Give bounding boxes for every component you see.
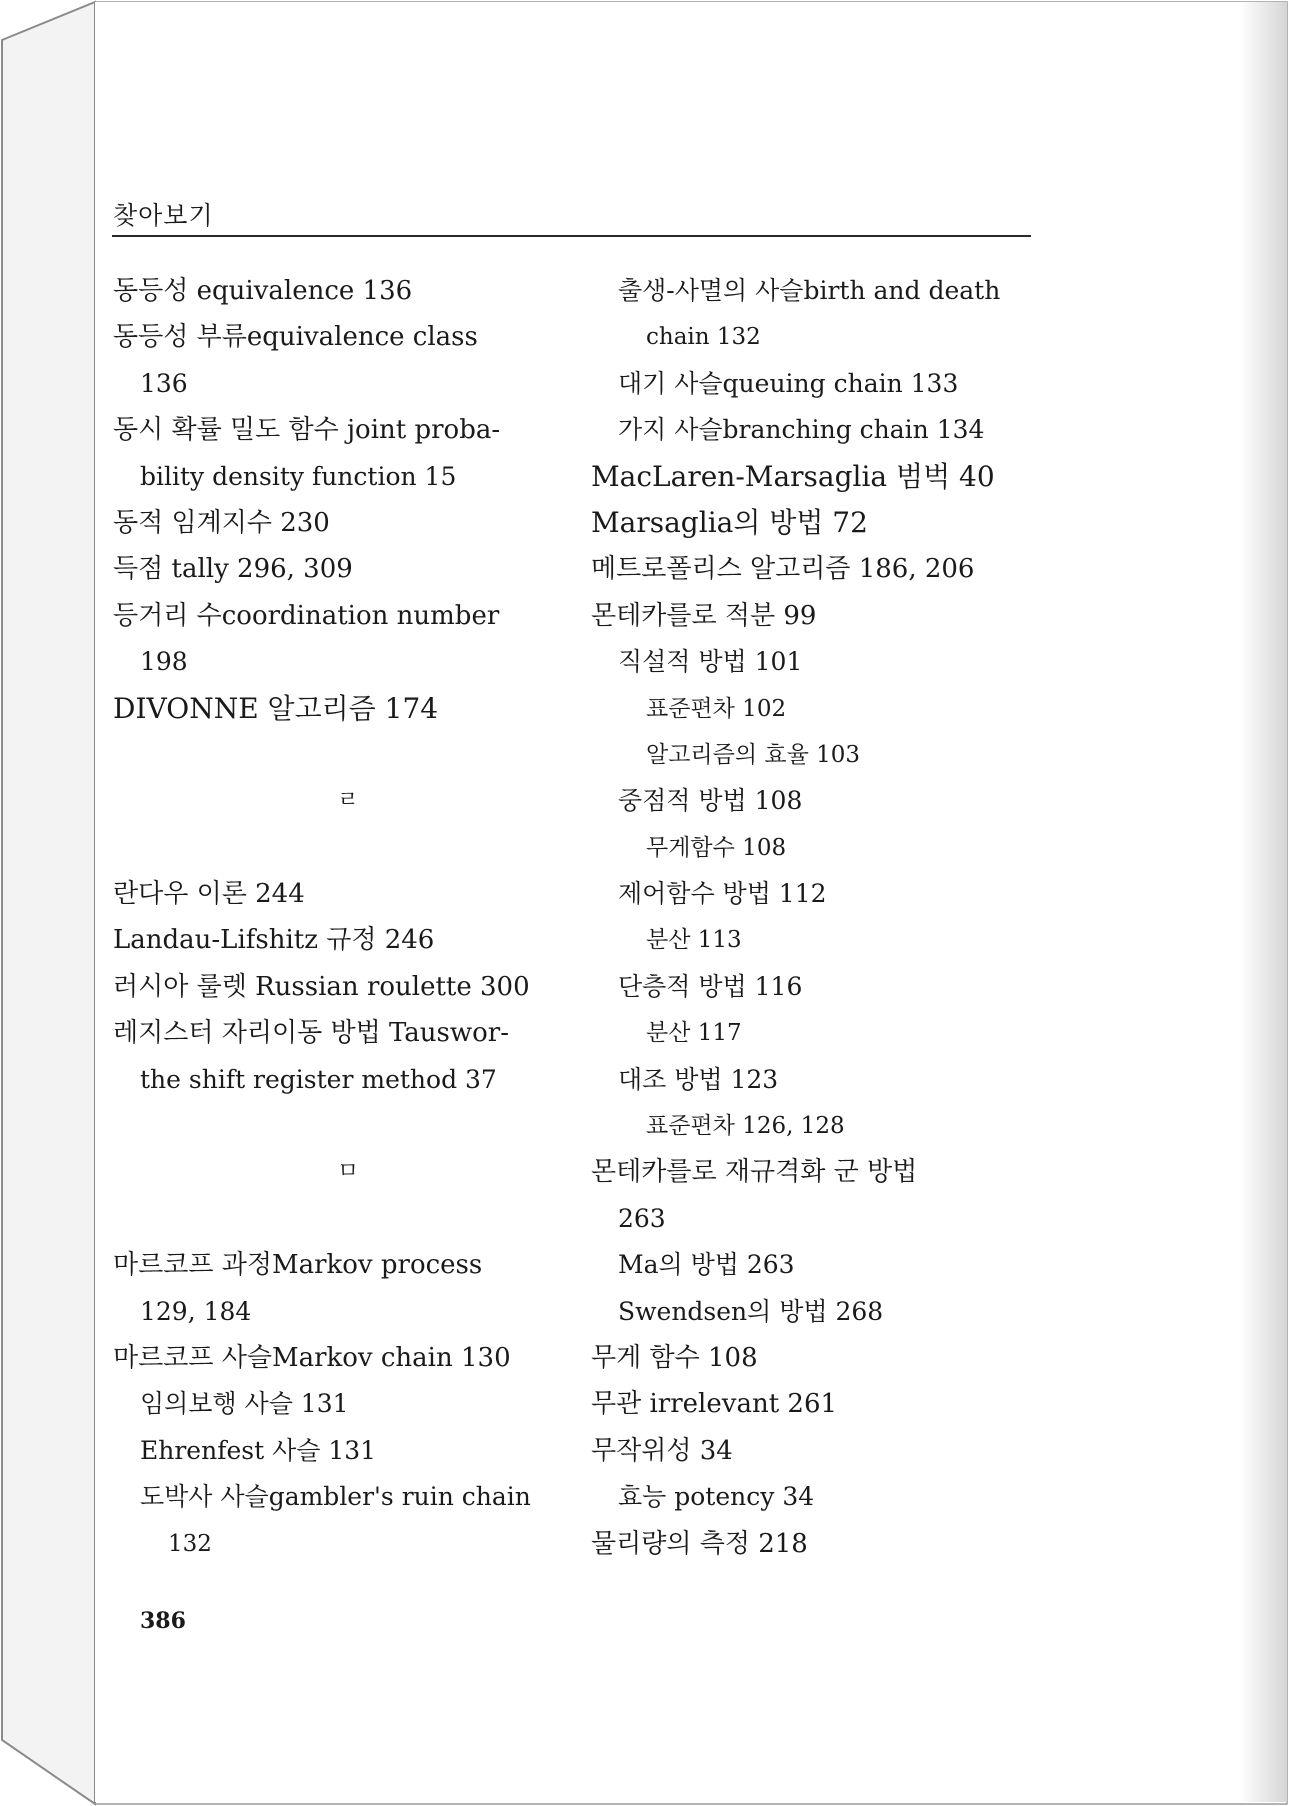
index-entry: 대조 방법 123 [618,1064,779,1094]
index-entry: 물리량의 측정 218 [591,1528,808,1559]
section-letter-heading: ㄹ [337,788,359,814]
index-entry: the shift register method 37 [140,1064,497,1094]
index-entry: 동등성 equivalence 136 [113,276,413,306]
index-entry: 몬테카를로 재규격화 군 방법 [591,1157,918,1188]
blank-line [113,1196,583,1242]
index-entry: 마르코프 사슬Markov chain 130 [113,1342,511,1373]
index-entry: 무게 함수 108 [591,1342,758,1373]
index-entry: 레지스터 자리이동 방법 Tauswor- [113,1018,509,1049]
index-entry: 무관 irrelevant 261 [591,1389,838,1420]
index-entry: 러시아 룰렛 Russian roulette 300 [113,971,530,1002]
index-entry: Ma의 방법 263 [618,1250,795,1280]
index-entry: 132 [168,1530,212,1557]
index-entry: 임의보행 사슬 131 [140,1389,349,1419]
section-letter-heading: ㅁ [337,1159,359,1185]
running-head: 찾아보기 [113,201,214,230]
index-entry: 중점적 방법 108 [618,786,803,816]
page-edge-shadow [1239,2,1287,1802]
index-entry: 263 [618,1203,666,1233]
blank-line [113,732,583,778]
index-entry: 란다우 이론 244 [113,879,305,910]
index-entry: Swendsen의 방법 268 [618,1296,884,1326]
index-entry: DIVONNE 알고리즘 174 [113,691,439,725]
index-entry: 표준편차 126, 128 [646,1113,845,1140]
index-entry: 제어함수 방법 112 [618,879,827,909]
index-entry: chain 132 [646,324,761,351]
index-entry: Ehrenfest 사슬 131 [140,1435,377,1465]
index-entry: Landau-Lifshitz 규정 246 [113,925,435,956]
index-entry: 분산 113 [646,927,742,954]
index-entry: bility density function 15 [140,461,457,491]
index-entry: 동등성 부류equivalence class [113,322,478,353]
index-entry: 대기 사슬queuing chain 133 [618,368,959,398]
header-rule [112,235,1031,237]
index-entry: 무작위성 34 [591,1435,733,1466]
index-entry: 분산 117 [646,1020,742,1047]
index-entry: 몬테카를로 적분 99 [591,600,817,631]
blank-line [113,1103,583,1149]
index-entry: 득점 tally 296, 309 [113,554,353,585]
index-entry: 198 [140,647,188,677]
index-entry: MacLaren-Marsaglia 범벅 40 [591,459,995,493]
index-column-left [113,268,583,1567]
index-entry: 무게함수 108 [646,834,787,861]
index-entry: 가지 사슬branching chain 134 [618,415,985,445]
index-entry: 도박사 사슬gambler's ruin chain [140,1482,531,1512]
index-entry: 단층적 방법 116 [618,971,803,1001]
index-entry: 효능 potency 34 [618,1482,815,1512]
index-entry: 129, 184 [140,1296,252,1326]
index-entry: 동시 확률 밀도 함수 joint proba- [113,415,501,446]
index-entry: 알고리즘의 효율 103 [646,741,861,768]
index-entry: 136 [140,368,188,398]
blank-line [113,825,583,871]
index-entry: 표준편차 102 [646,695,787,722]
index-entry: 동적 임계지수 230 [113,507,330,538]
index-entry: 메트로폴리스 알고리즘 186, 206 [591,554,975,585]
index-entry: 등거리 수coordination number [113,600,500,631]
page-number: 386 [140,1608,186,1634]
index-entry: 출생-사멸의 사슬birth and death [618,276,1001,305]
index-entry: 마르코프 과정Markov process [113,1250,483,1281]
index-column-right [591,268,1091,1567]
index-entry: Marsaglia의 방법 72 [591,505,868,539]
index-entry: 직설적 방법 101 [618,647,803,677]
